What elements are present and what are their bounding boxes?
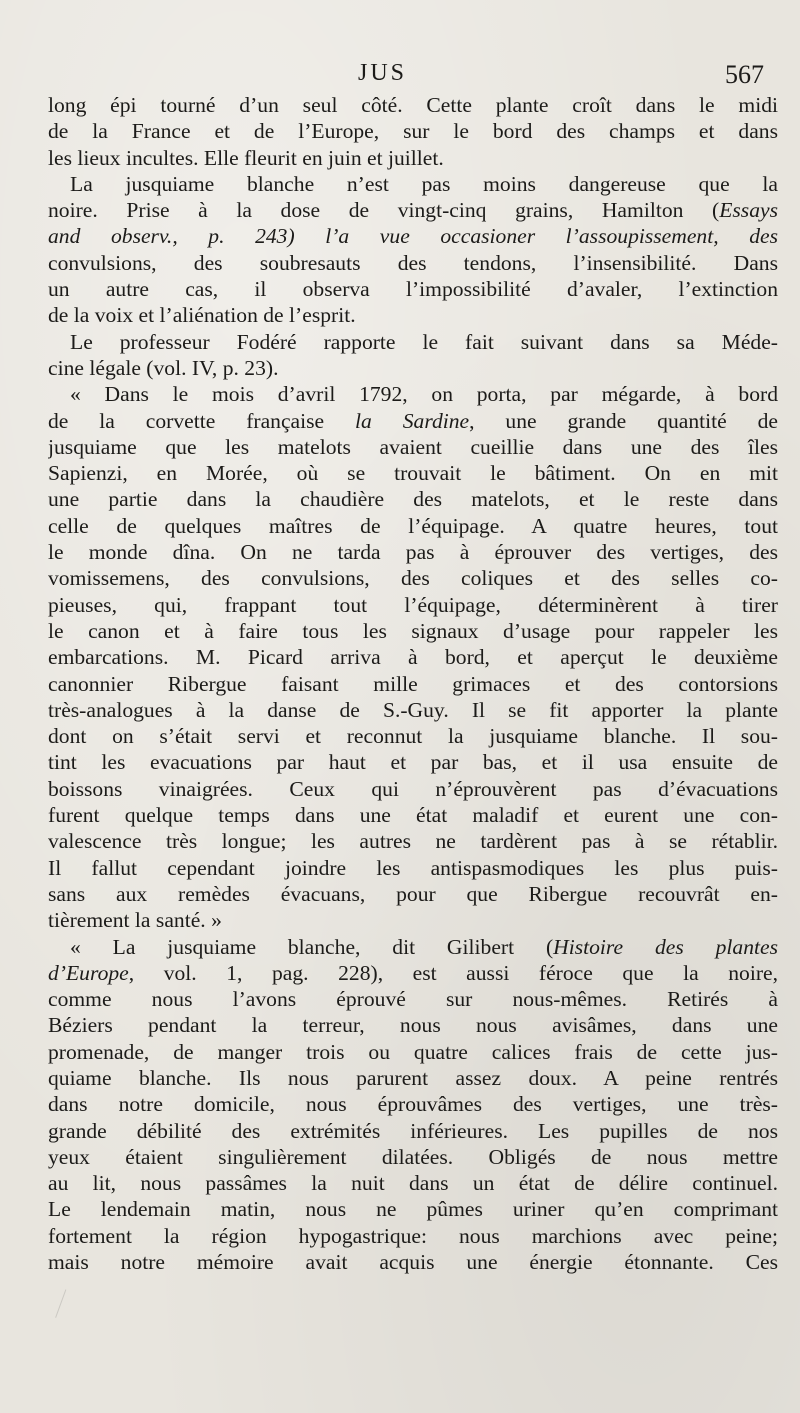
text-line: Le lendemain matin, nous ne pûmes uriner qu’en comprimant <box>48 1197 778 1222</box>
text-line: dans notre domicile, nous éprouvâmes des vertiges, une très- <box>48 1092 778 1117</box>
text-line: tint les evacuations par haut et par bas, et il usa ensuite de <box>48 750 778 775</box>
text-line: convulsions, des soubresauts des tendons, l’insensibilité. Dans <box>48 250 778 275</box>
italic-title: d’Europe <box>48 960 129 985</box>
text-line: comme nous l’avons éprouvé sur nous-mêmes. Retirés à <box>48 987 778 1012</box>
text-segment: , vol. 1, pag. 228), est aussi féroce que la noire, <box>128 960 778 985</box>
text-line: pieuses, qui, frappant tout l’équipage, déterminèrent à tirer <box>48 592 778 617</box>
text-segment: « La jusquiame blanche, dit Gilibert ( <box>70 934 554 959</box>
text-line: valescence très longue; les autres ne tardèrent pas à se rétablir. <box>48 829 778 854</box>
text-line: furent quelque temps dans une état maladif et eurent une con- <box>48 803 778 828</box>
text-line: embarcations. M. Picard arriva à bord, et aperçut le deuxième <box>48 645 778 670</box>
text-line: cine légale (vol. IV, p. 23). <box>48 355 279 380</box>
text-line: très-analogues à la danse de S.-Guy. Il se fit apporter la plante <box>48 697 778 722</box>
body-text <box>48 92 778 1275</box>
text-line: Béziers pendant la terreur, nous nous avisâmes, dans une <box>48 1013 778 1038</box>
text-line: Le professeur Fodéré rapporte le fait suivant dans sa Méde- <box>70 329 778 354</box>
text-line: « Dans le mois d’avril 1792, on porta, par mégarde, à bord <box>70 382 778 407</box>
text-segment: de la corvette française <box>48 408 356 433</box>
text-line <box>48 960 778 986</box>
text-line: celle de quelques maîtres de l’équipage. A quatre heures, tout <box>48 513 778 538</box>
text-line: fortement la région hypogastrique: nous marchions avec peine; <box>48 1223 778 1248</box>
text-line: boissons vinaigrées. Ceux qui n’éprouvèrent pas d’évacuations <box>48 776 778 801</box>
running-head-title: JUS <box>358 60 408 86</box>
text-line: vomissemens, des convulsions, des coliques et des selles co- <box>48 566 778 591</box>
italic-title: Essays <box>719 198 778 223</box>
text-line: canonnier Ribergue faisant mille grimaces et des contorsions <box>48 671 778 696</box>
italic-title: Histoire des plantes <box>553 934 778 959</box>
italic-title: la Sardine <box>355 408 470 433</box>
text-line: tièrement la santé. » <box>48 908 222 933</box>
text-line <box>48 223 778 249</box>
text-line: yeux étaient singulièrement dilatées. Obligés de nous mettre <box>48 1144 778 1169</box>
text-line: au lit, nous passâmes la nuit dans un état de délire continuel. <box>48 1171 778 1196</box>
text-line: Sapienzi, en Morée, où se trouvait le bâtiment. On en mit <box>48 461 778 486</box>
text-line <box>48 197 778 223</box>
text-line: un autre cas, il observa l’impossibilité d’avaler, l’extinction <box>48 277 778 302</box>
text-line: grande débilité des extrémités inférieures. Les pupilles de nos <box>48 1118 778 1143</box>
text-segment: noire. Prise à la dose de vingt-cinq grains, Hamilton ( <box>48 198 720 223</box>
text-line: sans aux remèdes évacuans, pour que Ribergue recouvrât en- <box>48 881 778 906</box>
text-line: quiame blanche. Ils nous parurent assez doux. A peine rentrés <box>48 1065 778 1090</box>
text-line <box>48 934 778 960</box>
italic-title: and observ., p. 243) l’a vue occasioner l’assoupissement, des <box>48 224 778 249</box>
running-head <box>48 60 778 92</box>
text-line: jusquiame que les matelots avaient cueillie dans une des îles <box>48 434 778 459</box>
text-line: de la voix et l’aliénation de l’esprit. <box>48 303 356 328</box>
text-line: mais notre mémoire avait acquis une énergie étonnante. Ces <box>48 1250 778 1275</box>
text-segment: , une grande quantité de <box>469 408 778 433</box>
text-line: de la France et de l’Europe, sur le bord des champs et dans <box>48 119 778 144</box>
text-line: une partie dans la chaudière des matelots, et le reste dans <box>48 487 778 512</box>
text-line: le canon et à faire tous les signaux d’usage pour rappeler les <box>48 618 778 643</box>
text-line: les lieux incultes. Elle fleurit en juin et juillet. <box>48 145 444 170</box>
text-line: long épi tourné d’un seul côté. Cette plante croît dans le midi <box>48 93 778 117</box>
text-line: le monde dîna. On ne tarda pas à éprouver des vertiges, des <box>48 540 778 565</box>
text-line: La jusquiame blanche n’est pas moins dangereuse que la <box>70 171 778 196</box>
text-line: promenade, de manger trois ou quatre calices frais de cette jus- <box>48 1039 778 1064</box>
text-line <box>48 408 778 434</box>
text-line: dont on s’était servi et reconnut la jusquiame blanche. Il sou- <box>48 724 778 749</box>
page-number: 567 <box>725 60 764 89</box>
paper-mark <box>55 1289 74 1320</box>
text-line: Il fallut cependant joindre les antispasmodiques les plus puis- <box>48 855 778 880</box>
